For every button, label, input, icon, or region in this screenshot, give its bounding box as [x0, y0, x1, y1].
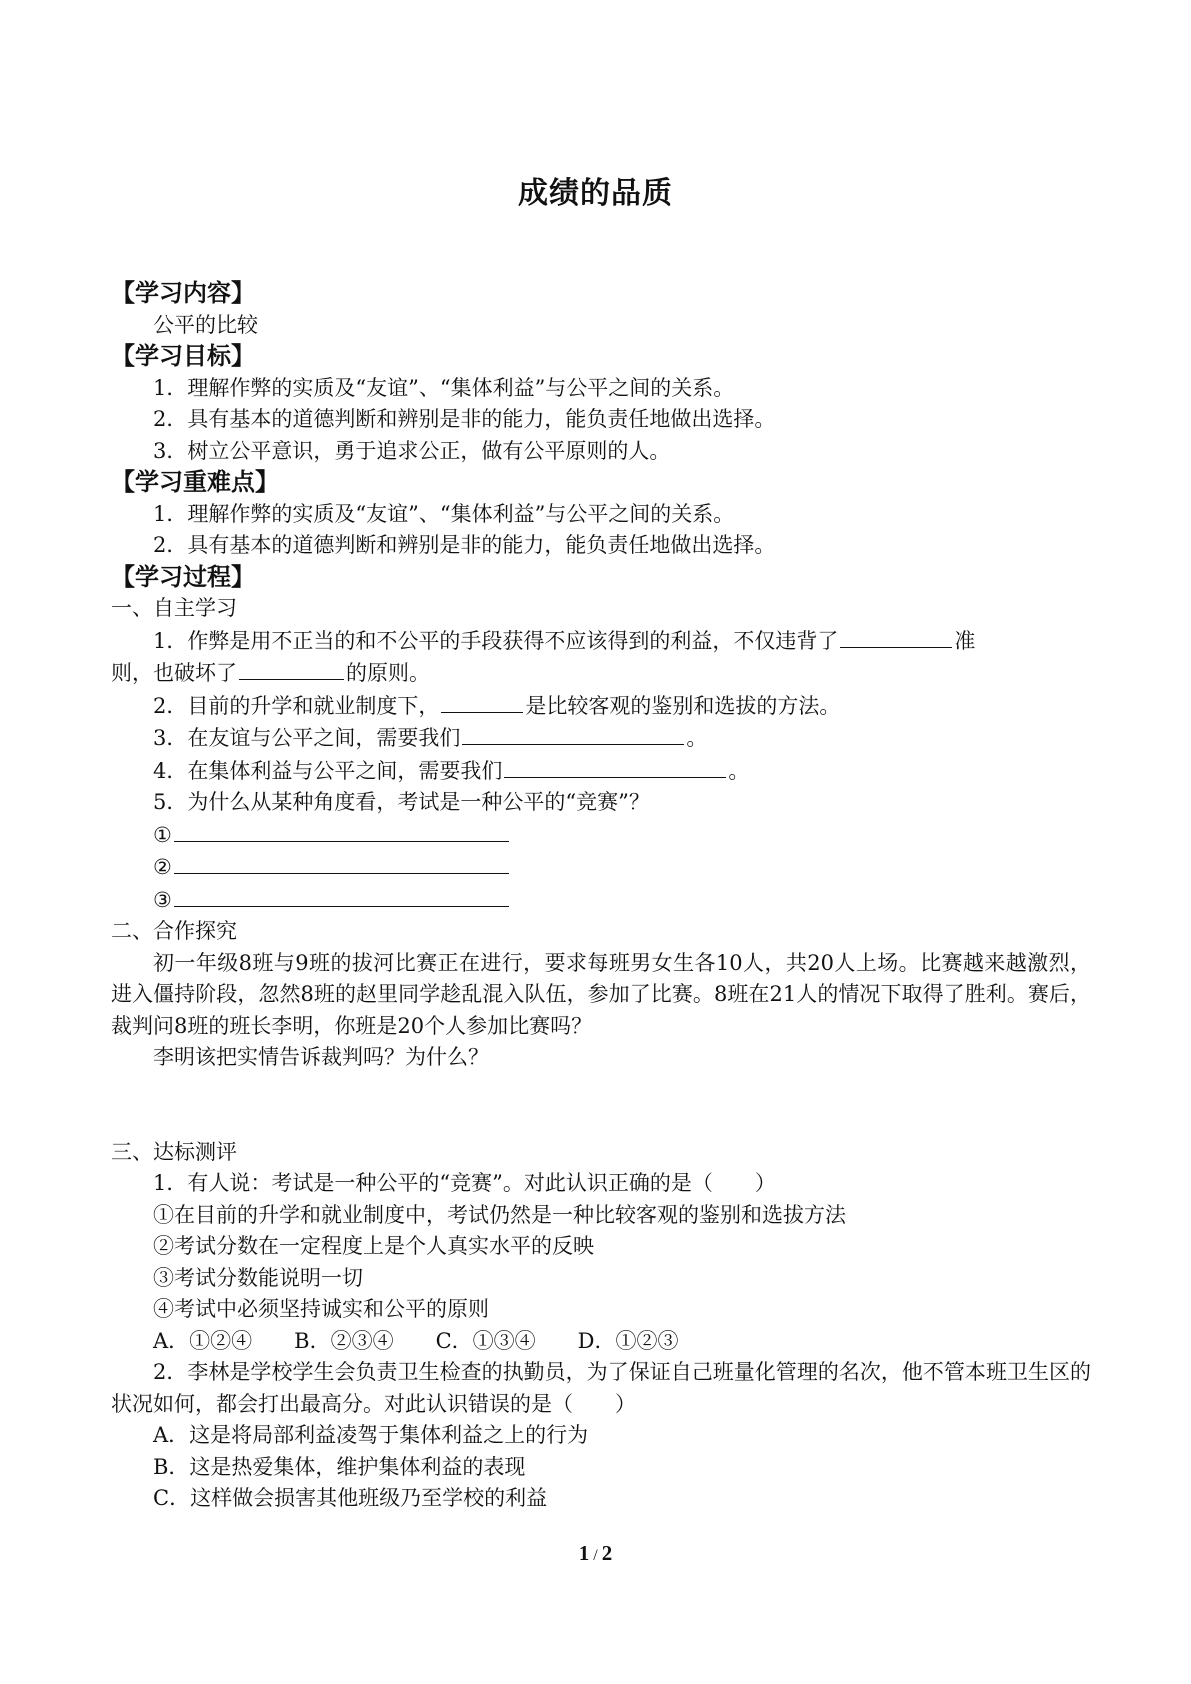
question-2: [111, 690, 1091, 723]
question-3: [111, 722, 1091, 755]
answer-line-1: [111, 819, 1091, 852]
fill-blank[interactable]: [239, 657, 344, 680]
question-4-text-end: 。: [728, 758, 750, 783]
section-heading-key-points: 【学习重难点】: [111, 468, 279, 496]
self-study-heading: 一、自主学习: [111, 596, 237, 620]
statement-item: ②考试分数在一定程度上是个人真实水平的反映: [153, 1234, 594, 1258]
question-4-text: 4．在集体利益与公平之间，需要我们: [153, 758, 503, 783]
total-pages: 2: [601, 1541, 613, 1565]
question-4: [111, 755, 1091, 788]
fill-blank[interactable]: [441, 690, 523, 713]
content-text: 公平的比较: [153, 312, 258, 337]
key-point-item: 1．理解作弊的实质及“友谊”、“集体利益”与公平之间的关系。: [153, 501, 735, 526]
section-heading-content: 【学习内容】: [111, 279, 255, 307]
fill-blank[interactable]: [504, 755, 726, 778]
cooperation-question: 李明该把实情告诉裁判吗？为什么？: [153, 1045, 489, 1069]
circled-number-3: ③: [153, 887, 172, 912]
question-1-text-tail: 的原则。: [346, 661, 430, 685]
section-heading-process: 【学习过程】: [111, 562, 255, 591]
question-5: 5．为什么从某种角度看，考试是一种公平的“竞赛”？: [153, 790, 650, 814]
assessment-heading: 三、达标测评: [111, 1139, 237, 1164]
question-1-text-cont: 则，也破坏了: [111, 661, 237, 685]
current-page: 1: [578, 1541, 590, 1565]
section-heading-goals: 【学习目标】: [111, 342, 255, 370]
answer-line-2: [111, 851, 1091, 884]
answer-options: A．①②④ B．②③④ C．①③④ D．①②③: [153, 1328, 679, 1353]
answer-line-3: [111, 884, 1091, 917]
question-1-text-end: 准: [954, 628, 976, 653]
goal-item: 1．理解作弊的实质及“友谊”、“集体利益”与公平之间的关系。: [153, 375, 735, 400]
answer-space: [111, 1074, 1091, 1137]
assessment-question-1: 1．有人说：考试是一种公平的“竞赛”。对此认识正确的是（ ）: [153, 1171, 776, 1195]
question-2-text-end: 是比较客观的鉴别和选拔的方法。: [525, 693, 841, 718]
circled-number-2: ②: [153, 855, 172, 879]
question-2-text: 2．目前的升学和就业制度下，: [153, 693, 440, 718]
question-3-text: 3．在友谊与公平之间，需要我们: [153, 726, 461, 750]
key-point-item: 2．具有基本的道德判断和辨别是非的能力，能负责任地做出选择。: [153, 533, 776, 557]
answer-blank[interactable]: [174, 819, 509, 842]
answer-option: C．这样做会损害其他班级乃至学校的利益: [153, 1486, 548, 1510]
fill-blank[interactable]: [840, 625, 952, 648]
answer-blank[interactable]: [174, 884, 509, 907]
question-1-line-2: [111, 657, 1091, 690]
answer-blank[interactable]: [174, 851, 509, 874]
cooperation-paragraph: 初一年级8班与9班的拔河比赛正在进行，要求每班男女生各10人，共20人上场。比赛越来越激烈，进入僵持阶段，忽然8班的赵里同学趁乱混入队伍，参加了比赛。8班在21人的情况下取得了胜利。赛后，裁判问8班的班长李明，你班是20个人参加比赛吗？: [111, 950, 1091, 1038]
circled-number-1: ①: [153, 822, 172, 847]
goal-item: 2．具有基本的道德判断和辨别是非的能力，能负责任地做出选择。: [153, 407, 776, 431]
assessment-question-2: 2．李林是学校学生会负责卫生检查的执勤员，为了保证自己班量化管理的名次，他不管本班卫生区的状况如何，都会打出最高分。对此认识错误的是（ ）: [111, 1360, 1091, 1416]
document-body: [111, 278, 1091, 1515]
page-number: [0, 1541, 1191, 1566]
statement-item: ①在目前的升学和就业制度中，考试仍然是一种比较客观的鉴别和选拔方法: [153, 1202, 846, 1227]
answer-option: B．这是热爱集体，维护集体利益的表现: [153, 1454, 526, 1479]
goal-item: 3．树立公平意识，勇于追求公正，做有公平原则的人。: [153, 438, 671, 463]
question-3-text-end: 。: [686, 726, 708, 750]
cooperation-heading: 二、合作探究: [111, 919, 237, 943]
page-title: 成绩的品质: [518, 176, 673, 211]
statement-item: ③考试分数能说明一切: [153, 1265, 363, 1290]
question-1-text: 1．作弊是用不正当的和不公平的手段获得不应该得到的利益，不仅违背了: [153, 628, 839, 653]
answer-option: A．这是将局部利益凌驾于集体利益之上的行为: [153, 1423, 589, 1447]
question-1-line-1: [111, 625, 1091, 658]
statement-item: ④考试中必须坚持诚实和公平的原则: [153, 1297, 489, 1321]
page-separator: /: [589, 1547, 602, 1564]
fill-blank[interactable]: [462, 722, 684, 745]
